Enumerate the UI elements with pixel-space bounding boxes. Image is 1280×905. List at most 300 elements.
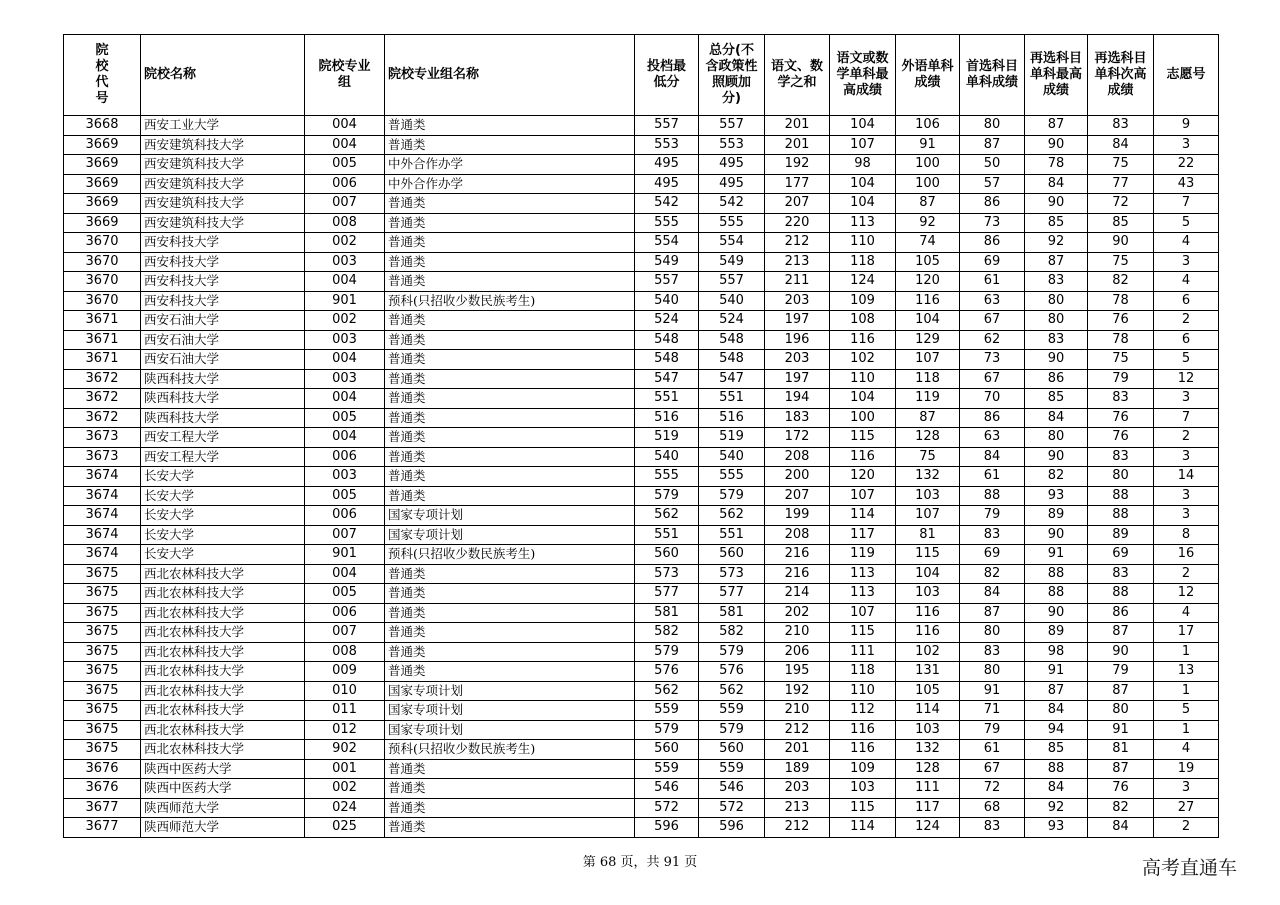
cell-major-group-name: 普通类 [385, 564, 635, 584]
cell-choice-number: 17 [1154, 623, 1219, 643]
cell-school-name: 西安建筑科技大学 [141, 155, 305, 175]
cell-chinese-math-sum: 201 [765, 116, 830, 136]
cell-total-score: 495 [699, 174, 765, 194]
cell-first-subject: 50 [960, 155, 1025, 175]
cell-elective-max: 86 [1025, 369, 1088, 389]
cell-min-score: 560 [635, 545, 699, 565]
cell-chinese-math-max: 115 [830, 428, 896, 448]
cell-major-group-name: 中外合作办学 [385, 174, 635, 194]
cell-foreign-language: 132 [896, 467, 960, 487]
cell-major-group: 006 [305, 603, 385, 623]
cell-school-name: 西安石油大学 [141, 350, 305, 370]
cell-min-score: 540 [635, 447, 699, 467]
cell-first-subject: 62 [960, 330, 1025, 350]
cell-school-code: 3675 [64, 642, 141, 662]
cell-min-score: 557 [635, 116, 699, 136]
cell-total-score: 554 [699, 233, 765, 253]
cell-min-score: 579 [635, 486, 699, 506]
cell-elective-second: 79 [1088, 662, 1154, 682]
cell-major-group-name: 普通类 [385, 389, 635, 409]
cell-total-score: 551 [699, 389, 765, 409]
cell-total-score: 540 [699, 447, 765, 467]
cell-choice-number: 19 [1154, 759, 1219, 779]
cell-chinese-math-sum: 200 [765, 467, 830, 487]
cell-major-group: 008 [305, 642, 385, 662]
cell-major-group-name: 预科(只招收少数民族考生) [385, 545, 635, 565]
cell-choice-number: 3 [1154, 252, 1219, 272]
cell-chinese-math-max: 118 [830, 662, 896, 682]
cell-elective-max: 83 [1025, 272, 1088, 292]
cell-chinese-math-sum: 203 [765, 779, 830, 799]
cell-major-group: 901 [305, 291, 385, 311]
cell-elective-second: 80 [1088, 701, 1154, 721]
cell-foreign-language: 116 [896, 623, 960, 643]
cell-chinese-math-max: 118 [830, 252, 896, 272]
cell-chinese-math-max: 119 [830, 545, 896, 565]
cell-choice-number: 13 [1154, 662, 1219, 682]
cell-school-name: 西安工程大学 [141, 428, 305, 448]
cell-choice-number: 1 [1154, 720, 1219, 740]
cell-school-name: 西安建筑科技大学 [141, 194, 305, 214]
cell-major-group: 007 [305, 194, 385, 214]
cell-school-name: 西北农林科技大学 [141, 564, 305, 584]
cell-chinese-math-sum: 207 [765, 486, 830, 506]
cell-major-group: 001 [305, 759, 385, 779]
cell-foreign-language: 75 [896, 447, 960, 467]
cell-school-code: 3669 [64, 155, 141, 175]
cell-elective-second: 88 [1088, 486, 1154, 506]
cell-total-score: 572 [699, 798, 765, 818]
cell-chinese-math-max: 116 [830, 447, 896, 467]
cell-first-subject: 84 [960, 447, 1025, 467]
cell-school-name: 西北农林科技大学 [141, 584, 305, 604]
cell-school-name: 长安大学 [141, 467, 305, 487]
cell-school-code: 3673 [64, 428, 141, 448]
cell-elective-max: 89 [1025, 506, 1088, 526]
cell-chinese-math-max: 111 [830, 642, 896, 662]
cell-elective-second: 90 [1088, 233, 1154, 253]
cell-major-group: 003 [305, 252, 385, 272]
cell-total-score: 559 [699, 701, 765, 721]
header-foreign-language: 外语单科成绩 [896, 35, 960, 116]
cell-chinese-math-sum: 197 [765, 311, 830, 331]
cell-chinese-math-max: 107 [830, 135, 896, 155]
cell-elective-second: 78 [1088, 291, 1154, 311]
cell-school-code: 3670 [64, 252, 141, 272]
cell-total-score: 562 [699, 681, 765, 701]
cell-first-subject: 67 [960, 311, 1025, 331]
cell-foreign-language: 107 [896, 350, 960, 370]
cell-major-group-name: 普通类 [385, 818, 635, 838]
admission-table-container [63, 34, 1219, 838]
cell-elective-second: 69 [1088, 545, 1154, 565]
cell-elective-max: 85 [1025, 740, 1088, 760]
cell-chinese-math-max: 113 [830, 213, 896, 233]
cell-min-score: 516 [635, 408, 699, 428]
cell-min-score: 551 [635, 525, 699, 545]
cell-first-subject: 86 [960, 194, 1025, 214]
cell-elective-second: 72 [1088, 194, 1154, 214]
cell-total-score: 547 [699, 369, 765, 389]
cell-foreign-language: 111 [896, 779, 960, 799]
cell-min-score: 579 [635, 720, 699, 740]
cell-school-code: 3675 [64, 662, 141, 682]
cell-min-score: 560 [635, 740, 699, 760]
cell-major-group: 003 [305, 467, 385, 487]
table-body [64, 116, 1219, 838]
cell-min-score: 559 [635, 759, 699, 779]
cell-major-group: 004 [305, 389, 385, 409]
cell-min-score: 495 [635, 155, 699, 175]
cell-foreign-language: 128 [896, 759, 960, 779]
cell-school-name: 西安石油大学 [141, 330, 305, 350]
cell-school-code: 3674 [64, 486, 141, 506]
cell-school-code: 3676 [64, 759, 141, 779]
cell-elective-second: 78 [1088, 330, 1154, 350]
cell-foreign-language: 116 [896, 603, 960, 623]
cell-school-code: 3675 [64, 584, 141, 604]
cell-foreign-language: 107 [896, 506, 960, 526]
cell-major-group-name: 普通类 [385, 642, 635, 662]
cell-choice-number: 3 [1154, 447, 1219, 467]
table-row [64, 350, 1219, 370]
cell-elective-max: 88 [1025, 759, 1088, 779]
cell-choice-number: 3 [1154, 486, 1219, 506]
cell-elective-second: 87 [1088, 681, 1154, 701]
table-row [64, 740, 1219, 760]
cell-major-group: 004 [305, 564, 385, 584]
cell-choice-number: 5 [1154, 213, 1219, 233]
cell-major-group-name: 普通类 [385, 135, 635, 155]
cell-first-subject: 63 [960, 291, 1025, 311]
cell-total-score: 557 [699, 116, 765, 136]
cell-chinese-math-sum: 216 [765, 564, 830, 584]
cell-chinese-math-sum: 210 [765, 623, 830, 643]
cell-major-group-name: 普通类 [385, 330, 635, 350]
cell-school-code: 3676 [64, 779, 141, 799]
cell-school-code: 3675 [64, 623, 141, 643]
cell-school-name: 西北农林科技大学 [141, 701, 305, 721]
cell-first-subject: 86 [960, 408, 1025, 428]
cell-elective-max: 82 [1025, 467, 1088, 487]
cell-total-score: 555 [699, 467, 765, 487]
cell-total-score: 559 [699, 759, 765, 779]
cell-school-name: 陕西中医药大学 [141, 779, 305, 799]
cell-major-group: 901 [305, 545, 385, 565]
cell-major-group-name: 普通类 [385, 798, 635, 818]
cell-foreign-language: 103 [896, 584, 960, 604]
cell-first-subject: 73 [960, 350, 1025, 370]
cell-elective-max: 90 [1025, 350, 1088, 370]
cell-total-score: 562 [699, 506, 765, 526]
cell-total-score: 519 [699, 428, 765, 448]
cell-major-group-name: 国家专项计划 [385, 681, 635, 701]
cell-choice-number: 2 [1154, 428, 1219, 448]
table-row [64, 174, 1219, 194]
table-row [64, 623, 1219, 643]
cell-elective-max: 91 [1025, 545, 1088, 565]
cell-elective-second: 82 [1088, 798, 1154, 818]
cell-total-score: 548 [699, 350, 765, 370]
cell-elective-second: 76 [1088, 408, 1154, 428]
cell-elective-max: 90 [1025, 135, 1088, 155]
cell-min-score: 555 [635, 467, 699, 487]
cell-foreign-language: 119 [896, 389, 960, 409]
cell-school-code: 3669 [64, 194, 141, 214]
cell-major-group: 003 [305, 330, 385, 350]
cell-first-subject: 57 [960, 174, 1025, 194]
cell-choice-number: 6 [1154, 330, 1219, 350]
cell-total-score: 548 [699, 330, 765, 350]
cell-min-score: 555 [635, 213, 699, 233]
cell-major-group-name: 普通类 [385, 369, 635, 389]
table-row [64, 291, 1219, 311]
cell-school-code: 3670 [64, 291, 141, 311]
cell-choice-number: 12 [1154, 584, 1219, 604]
table-row [64, 116, 1219, 136]
cell-major-group-name: 普通类 [385, 350, 635, 370]
cell-elective-second: 75 [1088, 350, 1154, 370]
table-row [64, 701, 1219, 721]
cell-school-name: 西安科技大学 [141, 272, 305, 292]
cell-chinese-math-sum: 208 [765, 447, 830, 467]
cell-school-name: 陕西师范大学 [141, 798, 305, 818]
cell-chinese-math-max: 110 [830, 681, 896, 701]
cell-choice-number: 2 [1154, 818, 1219, 838]
table-row [64, 272, 1219, 292]
cell-chinese-math-max: 113 [830, 584, 896, 604]
cell-chinese-math-max: 116 [830, 720, 896, 740]
cell-major-group: 004 [305, 135, 385, 155]
cell-school-name: 西北农林科技大学 [141, 623, 305, 643]
cell-chinese-math-sum: 172 [765, 428, 830, 448]
cell-foreign-language: 91 [896, 135, 960, 155]
cell-chinese-math-sum: 206 [765, 642, 830, 662]
cell-major-group: 012 [305, 720, 385, 740]
cell-first-subject: 83 [960, 642, 1025, 662]
cell-major-group-name: 中外合作办学 [385, 155, 635, 175]
cell-elective-second: 83 [1088, 564, 1154, 584]
cell-total-score: 560 [699, 740, 765, 760]
cell-chinese-math-sum: 183 [765, 408, 830, 428]
cell-chinese-math-sum: 210 [765, 701, 830, 721]
cell-foreign-language: 87 [896, 408, 960, 428]
cell-total-score: 516 [699, 408, 765, 428]
cell-first-subject: 73 [960, 213, 1025, 233]
cell-elective-second: 87 [1088, 623, 1154, 643]
cell-total-score: 579 [699, 642, 765, 662]
cell-school-code: 3675 [64, 564, 141, 584]
cell-chinese-math-sum: 203 [765, 350, 830, 370]
cell-choice-number: 4 [1154, 272, 1219, 292]
cell-chinese-math-max: 112 [830, 701, 896, 721]
cell-first-subject: 87 [960, 135, 1025, 155]
cell-chinese-math-max: 116 [830, 740, 896, 760]
cell-min-score: 519 [635, 428, 699, 448]
cell-foreign-language: 129 [896, 330, 960, 350]
cell-first-subject: 61 [960, 272, 1025, 292]
cell-foreign-language: 105 [896, 681, 960, 701]
cell-chinese-math-max: 104 [830, 389, 896, 409]
cell-first-subject: 88 [960, 486, 1025, 506]
cell-chinese-math-sum: 199 [765, 506, 830, 526]
cell-school-code: 3670 [64, 272, 141, 292]
cell-chinese-math-max: 104 [830, 194, 896, 214]
cell-school-code: 3674 [64, 467, 141, 487]
cell-school-name: 西安工程大学 [141, 447, 305, 467]
cell-total-score: 555 [699, 213, 765, 233]
cell-choice-number: 9 [1154, 116, 1219, 136]
cell-min-score: 551 [635, 389, 699, 409]
cell-elective-max: 92 [1025, 233, 1088, 253]
cell-elective-max: 87 [1025, 681, 1088, 701]
cell-foreign-language: 74 [896, 233, 960, 253]
cell-elective-max: 78 [1025, 155, 1088, 175]
cell-elective-second: 75 [1088, 155, 1154, 175]
cell-school-name: 西安工业大学 [141, 116, 305, 136]
table-row [64, 720, 1219, 740]
cell-chinese-math-max: 110 [830, 369, 896, 389]
cell-school-code: 3674 [64, 545, 141, 565]
cell-major-group: 005 [305, 486, 385, 506]
cell-total-score: 557 [699, 272, 765, 292]
header-chinese-math-max: 语文或数学单科最高成绩 [830, 35, 896, 116]
cell-choice-number: 5 [1154, 350, 1219, 370]
cell-first-subject: 68 [960, 798, 1025, 818]
cell-first-subject: 72 [960, 779, 1025, 799]
cell-total-score: 553 [699, 135, 765, 155]
table-row [64, 311, 1219, 331]
table-row [64, 233, 1219, 253]
cell-school-name: 西安科技大学 [141, 233, 305, 253]
cell-major-group: 003 [305, 369, 385, 389]
header-min-score: 投档最低分 [635, 35, 699, 116]
cell-major-group-name: 国家专项计划 [385, 506, 635, 526]
cell-elective-max: 87 [1025, 116, 1088, 136]
cell-chinese-math-sum: 201 [765, 135, 830, 155]
cell-chinese-math-sum: 211 [765, 272, 830, 292]
cell-chinese-math-max: 120 [830, 467, 896, 487]
cell-foreign-language: 118 [896, 369, 960, 389]
cell-major-group-name: 普通类 [385, 603, 635, 623]
cell-min-score: 581 [635, 603, 699, 623]
cell-elective-max: 90 [1025, 525, 1088, 545]
cell-first-subject: 70 [960, 389, 1025, 409]
cell-elective-second: 85 [1088, 213, 1154, 233]
cell-major-group: 002 [305, 311, 385, 331]
cell-major-group: 902 [305, 740, 385, 760]
cell-elective-max: 91 [1025, 662, 1088, 682]
cell-elective-max: 98 [1025, 642, 1088, 662]
cell-foreign-language: 114 [896, 701, 960, 721]
cell-total-score: 549 [699, 252, 765, 272]
cell-school-code: 3672 [64, 408, 141, 428]
cell-foreign-language: 103 [896, 720, 960, 740]
cell-chinese-math-sum: 212 [765, 233, 830, 253]
cell-foreign-language: 128 [896, 428, 960, 448]
cell-elective-second: 76 [1088, 779, 1154, 799]
cell-choice-number: 4 [1154, 603, 1219, 623]
cell-foreign-language: 87 [896, 194, 960, 214]
cell-first-subject: 71 [960, 701, 1025, 721]
cell-min-score: 548 [635, 330, 699, 350]
cell-school-code: 3675 [64, 740, 141, 760]
cell-major-group: 009 [305, 662, 385, 682]
cell-elective-max: 89 [1025, 623, 1088, 643]
cell-major-group-name: 普通类 [385, 194, 635, 214]
cell-foreign-language: 81 [896, 525, 960, 545]
table-row [64, 155, 1219, 175]
cell-choice-number: 14 [1154, 467, 1219, 487]
cell-school-name: 陕西师范大学 [141, 818, 305, 838]
cell-major-group: 004 [305, 428, 385, 448]
cell-school-name: 西安石油大学 [141, 311, 305, 331]
cell-chinese-math-max: 116 [830, 330, 896, 350]
cell-school-code: 3674 [64, 506, 141, 526]
cell-major-group-name: 普通类 [385, 233, 635, 253]
cell-major-group-name: 国家专项计划 [385, 701, 635, 721]
cell-elective-second: 90 [1088, 642, 1154, 662]
cell-chinese-math-max: 109 [830, 291, 896, 311]
cell-first-subject: 80 [960, 623, 1025, 643]
table-row [64, 779, 1219, 799]
cell-elective-max: 84 [1025, 779, 1088, 799]
header-school-name: 院校名称 [141, 35, 305, 116]
cell-choice-number: 3 [1154, 779, 1219, 799]
table-row [64, 545, 1219, 565]
cell-chinese-math-sum: 220 [765, 213, 830, 233]
table-row [64, 564, 1219, 584]
cell-elective-max: 94 [1025, 720, 1088, 740]
cell-school-code: 3670 [64, 233, 141, 253]
cell-school-code: 3669 [64, 135, 141, 155]
table-row [64, 681, 1219, 701]
cell-school-name: 陕西科技大学 [141, 389, 305, 409]
cell-min-score: 596 [635, 818, 699, 838]
cell-major-group-name: 国家专项计划 [385, 720, 635, 740]
cell-foreign-language: 115 [896, 545, 960, 565]
cell-elective-second: 84 [1088, 135, 1154, 155]
cell-elective-second: 82 [1088, 272, 1154, 292]
cell-total-score: 495 [699, 155, 765, 175]
cell-foreign-language: 104 [896, 564, 960, 584]
table-row [64, 506, 1219, 526]
cell-first-subject: 79 [960, 720, 1025, 740]
cell-school-code: 3672 [64, 369, 141, 389]
cell-chinese-math-max: 103 [830, 779, 896, 799]
cell-school-name: 西安科技大学 [141, 291, 305, 311]
cell-major-group-name: 普通类 [385, 584, 635, 604]
cell-school-name: 陕西科技大学 [141, 408, 305, 428]
cell-chinese-math-sum: 202 [765, 603, 830, 623]
cell-first-subject: 69 [960, 252, 1025, 272]
cell-choice-number: 12 [1154, 369, 1219, 389]
table-row [64, 818, 1219, 838]
cell-school-code: 3675 [64, 701, 141, 721]
cell-total-score: 576 [699, 662, 765, 682]
cell-school-code: 3675 [64, 681, 141, 701]
cell-min-score: 572 [635, 798, 699, 818]
cell-major-group: 004 [305, 116, 385, 136]
cell-school-code: 3668 [64, 116, 141, 136]
cell-major-group: 006 [305, 506, 385, 526]
cell-chinese-math-max: 100 [830, 408, 896, 428]
header-school-code: 院校代号 [64, 35, 141, 116]
cell-min-score: 562 [635, 681, 699, 701]
cell-major-group: 004 [305, 350, 385, 370]
table-row [64, 662, 1219, 682]
cell-elective-max: 84 [1025, 701, 1088, 721]
